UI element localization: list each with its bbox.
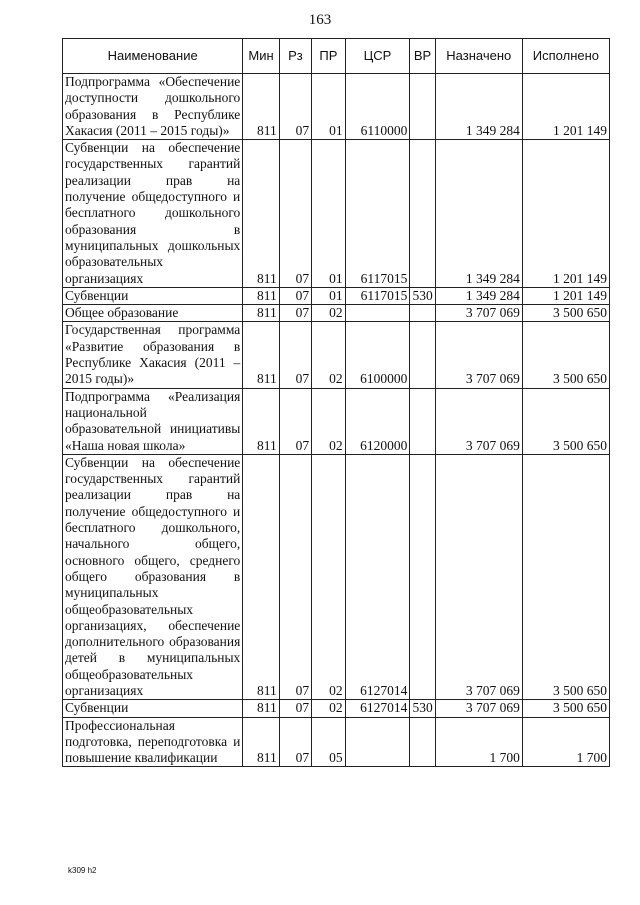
header-name: Наименование: [63, 39, 243, 74]
row-name: Профессиональная подготовка, переподготовка и повышение квалификации: [63, 717, 243, 767]
row-executed: 3 500 650: [522, 700, 609, 717]
row-rz: 07: [279, 388, 311, 454]
row-name: Субвенции на обеспечение государственных гарантий реализации прав на получение общедоступного и бесплатного дошкольного образования в муниципальных дошкольных образовательных организациях: [63, 140, 243, 288]
page-number: 163: [308, 12, 332, 28]
row-assigned: 3 707 069: [435, 700, 522, 717]
table-row: [63, 287, 610, 304]
row-assigned: 1 349 284: [435, 287, 522, 304]
row-pr: 02: [312, 700, 345, 717]
row-csr: 6127014: [345, 454, 410, 699]
row-pr: 02: [312, 454, 345, 699]
row-executed: 3 500 650: [522, 454, 609, 699]
row-rz: 07: [279, 74, 311, 140]
table-row: [63, 717, 610, 767]
row-csr: 6117015: [345, 140, 410, 288]
row-vr: 530: [410, 700, 435, 717]
row-assigned: 3 707 069: [435, 305, 522, 322]
row-csr: [345, 305, 410, 322]
row-assigned: 1 700: [435, 717, 522, 767]
row-rz: 07: [279, 454, 311, 699]
row-assigned: 3 707 069: [435, 322, 522, 388]
row-pr: 01: [312, 74, 345, 140]
header-row: [63, 39, 610, 74]
table-row: [63, 388, 610, 454]
row-vr: [410, 717, 435, 767]
table-row: [63, 140, 610, 288]
row-csr: 6100000: [345, 322, 410, 388]
row-rz: 07: [279, 322, 311, 388]
row-executed: 1 700: [522, 717, 609, 767]
row-csr: [345, 717, 410, 767]
row-rz: 07: [279, 700, 311, 717]
row-min: 811: [243, 700, 279, 717]
row-name: Общее образование: [63, 305, 243, 322]
row-pr: 01: [312, 287, 345, 304]
row-name: Субвенции: [63, 700, 243, 717]
row-assigned: 1 349 284: [435, 74, 522, 140]
row-rz: 07: [279, 140, 311, 288]
header-executed: Исполнено: [522, 39, 609, 74]
header-pr: ПР: [312, 39, 345, 74]
row-vr: 530: [410, 287, 435, 304]
header-rz: Рз: [279, 39, 311, 74]
row-pr: 01: [312, 140, 345, 288]
row-vr: [410, 74, 435, 140]
header-assigned: Назначено: [435, 39, 522, 74]
row-rz: 07: [279, 287, 311, 304]
row-min: 811: [243, 140, 279, 288]
row-name: Подпрограмма «Реализация национальной образовательной инициативы «Наша новая школа»: [63, 388, 243, 454]
row-vr: [410, 305, 435, 322]
row-csr: 6127014: [345, 700, 410, 717]
row-name: Субвенции: [63, 287, 243, 304]
row-assigned: 1 349 284: [435, 140, 522, 288]
footer-code: k309 h2: [68, 866, 97, 875]
header-vr: ВР: [410, 39, 435, 74]
row-csr: 6110000: [345, 74, 410, 140]
row-name: Субвенции на обеспечение государственных гарантий реализации прав на получение общедоступного и бесплатного дошкольного, начального общего, основного общего, среднего общего образования в муниципальных общеобразовательных организациях, обеспечение дополнительного образования детей в муниципальных общеобразовательных организациях: [63, 454, 243, 699]
row-min: 811: [243, 717, 279, 767]
row-executed: 3 500 650: [522, 322, 609, 388]
table-row: [63, 700, 610, 717]
row-vr: [410, 388, 435, 454]
row-name: Государственная программа «Развитие образования в Республике Хакасия (2011 – 2015 годы)»: [63, 322, 243, 388]
row-executed: 3 500 650: [522, 388, 609, 454]
row-executed: 1 201 149: [522, 74, 609, 140]
table-row: [63, 74, 610, 140]
budget-table: [62, 38, 610, 767]
table-row: [63, 305, 610, 322]
row-assigned: 3 707 069: [435, 388, 522, 454]
row-executed: 3 500 650: [522, 305, 609, 322]
row-pr: 05: [312, 717, 345, 767]
row-rz: 07: [279, 717, 311, 767]
row-pr: 02: [312, 388, 345, 454]
row-rz: 07: [279, 305, 311, 322]
header-csr: ЦСР: [345, 39, 410, 74]
row-name: Подпрограмма «Обеспечение доступности дошкольного образования в Республике Хакасия (2011 – 2015 годы)»: [63, 74, 243, 140]
row-min: 811: [243, 74, 279, 140]
header-min: Мин: [243, 39, 279, 74]
row-pr: 02: [312, 322, 345, 388]
row-csr: 6117015: [345, 287, 410, 304]
row-pr: 02: [312, 305, 345, 322]
row-min: 811: [243, 454, 279, 699]
table-row: [63, 322, 610, 388]
row-executed: 1 201 149: [522, 287, 609, 304]
row-vr: [410, 322, 435, 388]
row-min: 811: [243, 287, 279, 304]
row-vr: [410, 140, 435, 288]
row-min: 811: [243, 322, 279, 388]
row-min: 811: [243, 388, 279, 454]
row-csr: 6120000: [345, 388, 410, 454]
row-min: 811: [243, 305, 279, 322]
row-vr: [410, 454, 435, 699]
row-executed: 1 201 149: [522, 140, 609, 288]
table-row: [63, 454, 610, 699]
row-assigned: 3 707 069: [435, 454, 522, 699]
